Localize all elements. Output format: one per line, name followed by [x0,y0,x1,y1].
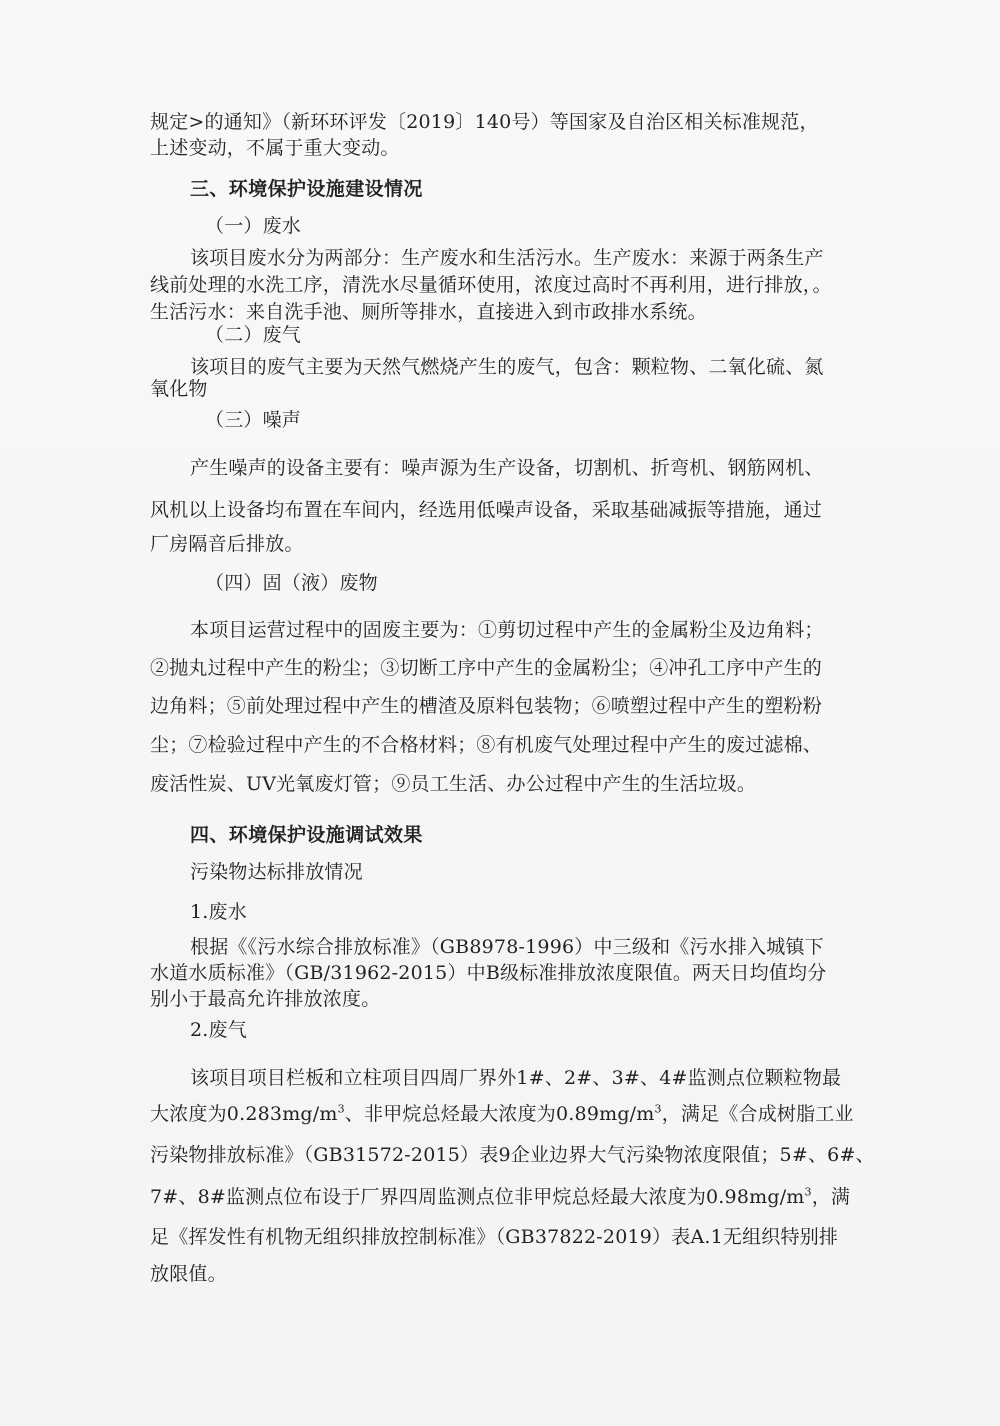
text-line: 该项目废水分为两部分：生产废水和生活污水。生产废水：来源于两条生产 [190,247,824,269]
superscript: 3 [337,1102,345,1116]
text-line: 该项目项目栏板和立柱项目四周厂界外1#、2#、3#、4#监测点位颗粒物最 [190,1067,842,1089]
text-line: 别小于最高允许排放浓度。 [150,988,381,1010]
text-line: 生活污水：来自洗手池、厕所等排水，直接进入到市政排水系统。 [150,301,707,323]
text-segment: ，满足《合成树脂工业 [661,1103,854,1125]
section-heading: 四、环境保护设施调试效果 [190,824,423,846]
subsection-heading: （一）废水 [205,215,302,237]
subsection-heading: 污染物达标排放情况 [190,861,363,883]
superscript: 3 [804,1185,812,1199]
text-line: 产生噪声的设备主要有：噪声源为生产设备，切割机、折弯机、钢筋网机、 [190,457,824,479]
text-line: 该项目的废气主要为天然气燃烧产生的废气，包含：颗粒物、二氧化硫、氮 [190,356,824,378]
subsection-heading: （四）固（液）废物 [205,572,378,594]
text-line: 厂房隔音后排放。 [150,533,304,555]
text-line: 水道水质标准》（GB/31962-2015）中B级标准排放浓度限值。两天日均值均分 [150,962,827,984]
text-line: 上述变动，不属于重大变动。 [150,137,400,159]
text-line: 废活性炭、UV光氧废灯管；⑨员工生活、办公过程中产生的生活垃圾。 [150,773,757,795]
text-line: 风机以上设备均布置在车间内，经选用低噪声设备，采取基础减振等措施，通过 [150,499,823,521]
text-line [150,1102,854,1126]
text-segment: ，满 [811,1186,851,1208]
text-line: 污染物排放标准》（GB31572-2015）表9企业边界大气污染物浓度限值；5#、6#、 [150,1144,875,1166]
subsection-heading: 2.废气 [190,1019,247,1041]
text-line [150,1185,850,1209]
subsection-heading: 1.废水 [190,901,247,923]
subsection-heading: （二）废气 [205,324,302,346]
text-segment: 、非甲烷总烃最大浓度为0.89mg/m [344,1103,655,1125]
text-line: 线前处理的水洗工序，清洗水尽量循环使用，浓度过高时不再利用，进行排放，。 [150,274,832,296]
section-heading: 三、环境保护设施建设情况 [190,178,423,200]
text-line: 根据《《污水综合排放标准》（GB8978-1996）中三级和《污水排入城镇下 [190,936,824,958]
text-segment: 大浓度为0.283mg/m [150,1103,338,1125]
text-line: 放限值。 [150,1263,227,1285]
text-segment: 7#、8#监测点位布设于厂界四周监测点位非甲烷总烃最大浓度为0.98mg/m [150,1186,805,1208]
text-line: 边角料；⑤前处理过程中产生的槽渣及原料包装物；⑥喷塑过程中产生的塑粉粉 [150,695,823,717]
text-line: 足《挥发性有机物无组织排放控制标准》（GB37822-2019）表A.1无组织特别排 [150,1226,839,1248]
text-line: 规定>的通知》（新环环评发〔2019〕140号）等国家及自治区相关标准规范， [150,111,819,133]
subsection-heading: （三）噪声 [205,409,302,431]
text-line: ②抛丸过程中产生的粉尘；③切断工序中产生的金属粉尘；④冲孔工序中产生的 [150,657,823,679]
superscript: 3 [654,1102,662,1116]
text-line: 尘；⑦检验过程中产生的不合格材料；⑧有机废气处理过程中产生的废过滤棉、 [150,734,823,756]
text-line: 本项目运营过程中的固废主要为：①剪切过程中产生的金属粉尘及边角料； [190,619,824,641]
text-line: 氧化物 [150,378,208,400]
